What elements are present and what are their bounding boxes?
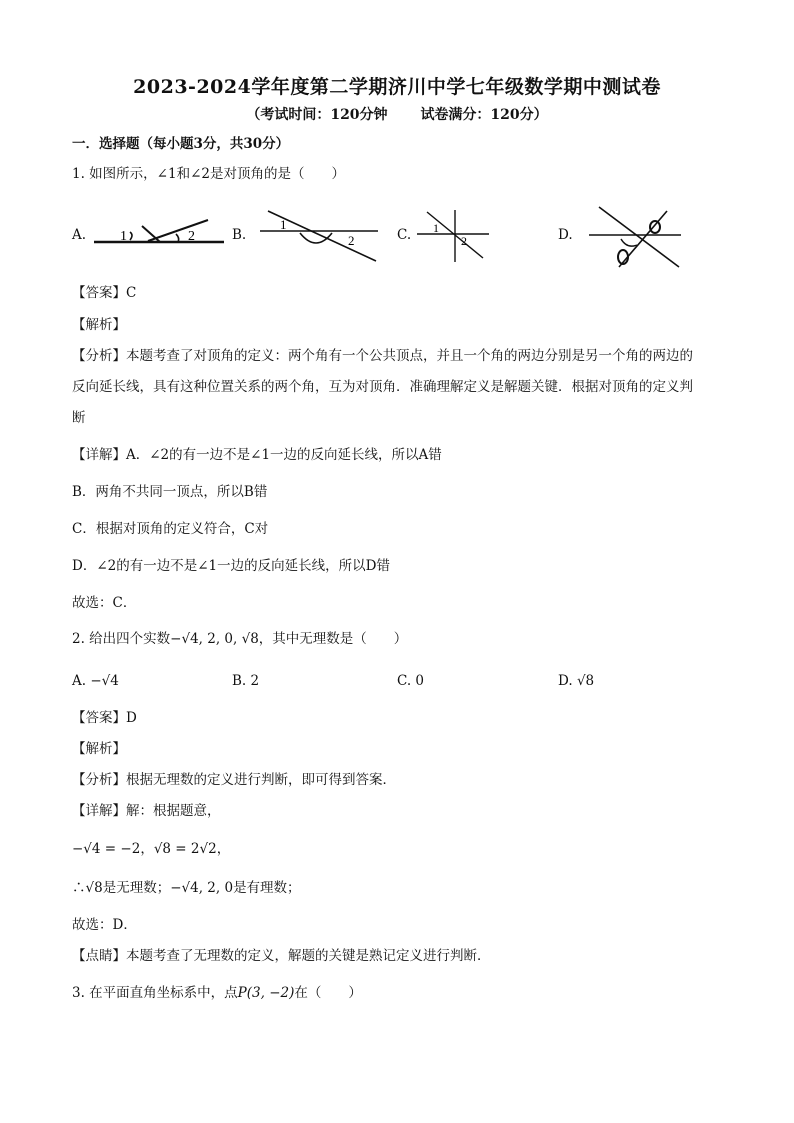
q2-conclusion-mid: 是无理数；: [102, 880, 171, 896]
q1-analysis-label: 【解析】: [72, 317, 126, 333]
fig-d-diagonal-line: [599, 207, 679, 267]
q2-option-d-value: √8: [576, 673, 595, 689]
q2-option-a: [72, 673, 119, 689]
exam-score: 试卷满分：120分）: [420, 107, 548, 123]
fig-d-mark-top: [650, 221, 660, 233]
q2-analysis-label: 【解析】: [72, 741, 126, 757]
q1-figure-a: [90, 212, 230, 252]
exam-info: [0, 104, 794, 124]
q1-analysis-line-3: 断: [72, 410, 86, 426]
exam-time: （考试时间：120分钟: [246, 107, 388, 123]
q2-answer: 【答案】D: [72, 710, 137, 726]
q1-choice: 故选：C．: [72, 595, 137, 611]
q2-stem-post: ，其中无理数是（ ）: [258, 631, 408, 647]
q2-detail: 【详解】解：根据题意，: [72, 803, 221, 819]
q1-figure-b: [254, 205, 384, 265]
q2-comment: 【点睛】本题考查了无理数的定义，解题的关键是熟记定义进行判断．: [72, 948, 491, 964]
fig-a-arc-1: [130, 232, 132, 240]
fig-d-second-line: [619, 211, 667, 267]
q2-option-d: [558, 673, 594, 689]
fig-c-label-2: 2: [461, 234, 467, 248]
fig-b-label-1: 1: [280, 217, 287, 232]
q1-detail-d: D．∠2的有一边不是∠1一边的反向延长线，所以D错: [72, 558, 390, 574]
q1-option-b-label: B.: [232, 227, 247, 243]
q2-option-c: C. 0: [397, 673, 425, 689]
q2-equation-2: √8 = 2√2: [153, 841, 217, 857]
q2-conclusion: [72, 872, 732, 904]
q1-analysis-line-1: 【分析】本题考查了对顶角的定义：两个角有一个公共顶点，并且一个角的两边分别是另一个角的两边的: [72, 348, 693, 364]
q3-stem-pre: 3. 在平面直角坐标系中，点: [72, 985, 238, 1001]
q1-analysis-line-2: 反向延长线，具有这种位置关系的两个角，互为对顶角．准确理解定义是解题关键．根据对顶角的定义判: [72, 379, 693, 395]
q1-figure-d: [585, 205, 685, 271]
q1-option-d-label: D.: [558, 227, 573, 243]
q2-therefore: ∴: [72, 880, 86, 896]
q2-conclusion-post: 是有理数；: [233, 880, 301, 896]
q1-stem: 1. 如图所示，∠1和∠2是对顶角的是（ ）: [72, 166, 345, 182]
section-heading: 一．选择题（每小题3分，共30分）: [72, 136, 290, 152]
q2-stem-numbers: −√4, 2, 0, √8: [170, 631, 259, 647]
fig-a-label-2: 2: [188, 229, 195, 244]
q2-stem-pre: 2. 给出四个实数: [72, 631, 171, 647]
q3-point: P(3, −2): [237, 985, 295, 1001]
q2-conclusion-numbers: −√4, 2, 0: [170, 880, 234, 896]
q2-choice: 故选：D．: [72, 917, 137, 933]
fig-b-label-2: 2: [348, 233, 355, 248]
fig-b-curve: [300, 233, 332, 243]
q2-option-d-label: D.: [558, 673, 573, 689]
q2-conclusion-irrational: √8: [85, 880, 103, 896]
fig-d-arc: [621, 239, 637, 246]
q2-option-b: B. 2: [232, 673, 260, 689]
q3-stem: [72, 977, 732, 1009]
q1-option-a-label: A.: [72, 227, 87, 243]
q3-stem-post: 在（ ）: [294, 985, 362, 1001]
q1-detail-a: 【详解】A．∠2的有一边不是∠1一边的反向延长线，所以A错: [72, 447, 442, 463]
page-title: 2023-2024学年度第二学期济川中学七年级数学期中测试卷: [133, 76, 661, 98]
q2-option-a-value: −√4: [90, 673, 119, 689]
fig-a-label-1: 1: [120, 229, 127, 244]
q2-equation-1: −√4 = −2: [72, 841, 141, 857]
q1-option-c-label: C.: [397, 227, 412, 243]
q2-analysis: 【分析】根据无理数的定义进行判断，即可得到答案．: [72, 772, 396, 788]
q1-figure-c: [415, 206, 495, 266]
q1-answer: 【答案】C: [72, 285, 137, 301]
fig-c-label-1: 1: [433, 221, 439, 235]
q1-detail-c: C．根据对顶角的定义符合，C对: [72, 521, 269, 537]
q2-option-a-label: A.: [72, 673, 87, 689]
q1-detail-b: B．两角不共同一顶点，所以B错: [72, 484, 268, 500]
q2-equations: −√4 = −2，√8 = 2√2，: [72, 841, 231, 857]
q2-stem: [72, 623, 732, 655]
